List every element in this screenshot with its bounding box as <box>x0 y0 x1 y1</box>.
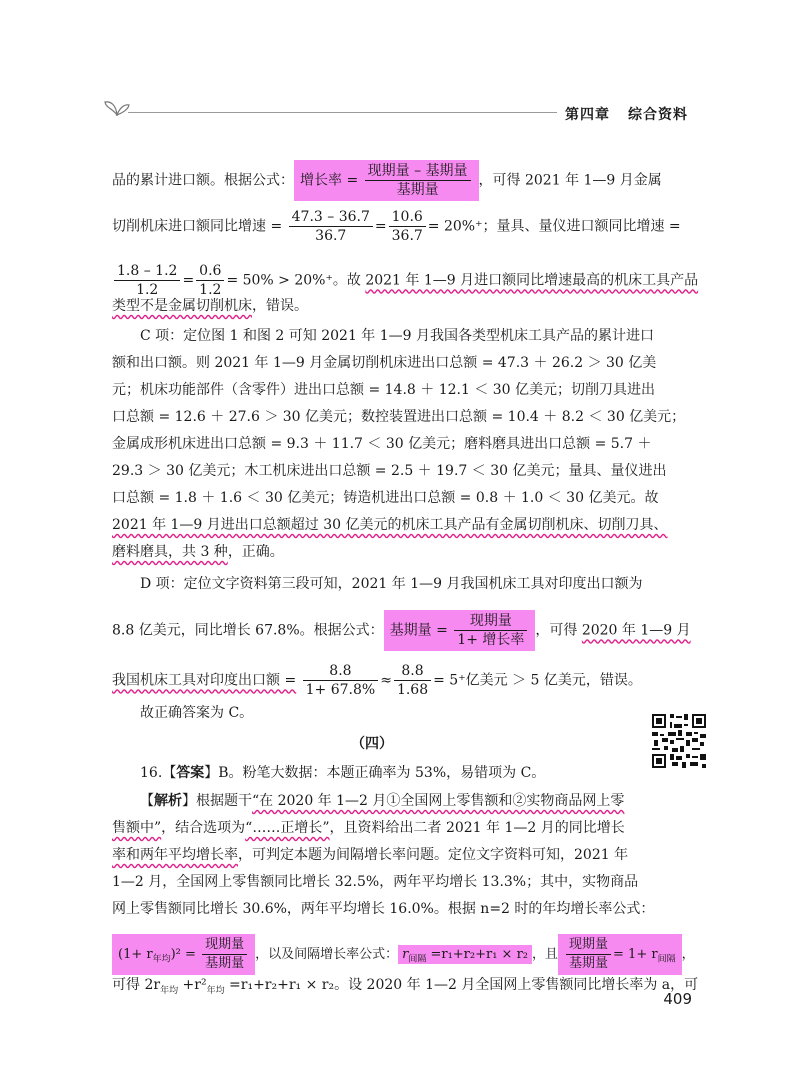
conclusion: 故正确答案为 C。 <box>140 705 254 721</box>
text: 年均 <box>206 985 225 996</box>
text: ，可得 <box>535 622 578 639</box>
text: = <box>374 218 387 235</box>
para-line: 金属成形机床进出口总额 = 9.3 ＋ 11.7 ＜ 30 亿美元；磨料磨具进出口总额 = 5.7 ＋ <box>112 436 652 452</box>
frac-num: 8.8 <box>303 662 379 681</box>
text: ，可判定本题为间隔增长率问题。定位文字资料可知，2021 年 <box>238 847 629 863</box>
text: = 5⁺亿美元 ＞ 5 亿美元，错误。 <box>433 672 642 689</box>
text: 品的累计进口额。根据公式： <box>112 172 294 189</box>
analysis-label: 解析 <box>154 793 182 809</box>
text: ， <box>681 947 695 962</box>
para-line: 额和出口额。则 2021 年 1—9 月金属切削机床进出口总额 = 47.3 ＋ 26.2 ＞ 30 亿美 <box>112 355 657 371</box>
text: 】根据题干 <box>182 793 252 809</box>
para-line <box>112 845 632 865</box>
text: ，正确。 <box>227 544 284 560</box>
frac-num: 1.8 – 1.2 <box>114 262 180 281</box>
frac-den: 36.7 <box>391 228 423 244</box>
text: = 50% > 20%⁺。故 <box>226 272 361 289</box>
ratio-formula <box>558 934 682 975</box>
text: ，错误。 <box>252 298 308 314</box>
para-line: D 项：定位文字资料第三段可知，2021 年 1—9 月我国机床工具对印度出口额为 <box>140 576 643 592</box>
formula-label: 增长率 = <box>300 172 359 189</box>
key-phrase: 我国机床工具对印度出口额 = <box>112 672 297 689</box>
text: ，可得 2021 年 1—9 月金属 <box>478 172 662 189</box>
text: 【 <box>140 793 154 809</box>
para-line <box>112 542 632 562</box>
para-line: 网上零售额同比增长 30.6%，两年平均增长 16.0%。根据 n=2 时的年均增长率公式： <box>112 901 655 917</box>
frac-den: 1+ 增长率 <box>457 632 525 648</box>
growth-rate-formula <box>294 160 479 201</box>
para-line <box>112 934 695 975</box>
text: 间隔 <box>657 954 676 965</box>
text: (1+ r <box>118 947 153 962</box>
frac-num: 现期量 – 基期量 <box>365 162 471 181</box>
qr-code-icon[interactable] <box>650 712 708 770</box>
frac-num: 现期量 <box>202 936 247 955</box>
key-phrase: 类型不是金属切削机床 <box>112 298 252 314</box>
para-line: 1—2 月，全国网上零售额同比增长 32.5%，两年平均增长 13.3%；其中，实物商品 <box>112 874 639 890</box>
key-phrase: 2021 年 1—9 月进出口总额超过 30 亿美元的机床工具产品有金属切削机床、切削刀具、 <box>112 517 668 533</box>
frac-num: 现期量 <box>454 612 527 631</box>
text: 年均 <box>160 985 179 996</box>
text: = <box>182 272 195 289</box>
text: ，且资料给出二者 2021 年 1—2 月的同比增长 <box>329 820 625 836</box>
answer-label: 答案 <box>176 765 205 781</box>
para-line <box>112 791 660 811</box>
key-phrase: 磨料磨具，共 3 种 <box>112 544 228 560</box>
text: ≈ <box>380 672 392 689</box>
key-phrase: 2020 年 1—9 月 <box>581 622 691 639</box>
frac-den: 基期量 <box>396 182 439 198</box>
para-line: 元；机床功能部件（含零件）进出口总额 = 14.8 ＋ 12.1 ＜ 30 亿美元；切削刀具进出 <box>112 382 656 398</box>
text: 间隔 <box>408 954 427 965</box>
key-phrase: 售额中” <box>112 820 162 836</box>
para-line <box>112 160 662 201</box>
para-line <box>112 296 632 316</box>
question-16 <box>112 763 660 783</box>
frac-den: 1.2 <box>136 282 159 298</box>
text: = 20%⁺；量具、量仪进口额同比增速 = <box>427 218 681 235</box>
text: 年均 <box>152 954 171 965</box>
frac-den: 1.2 <box>199 282 222 298</box>
chapter-title: 综合资料 <box>628 107 688 123</box>
formula-label: 基期量 = <box>389 622 448 639</box>
base-period-formula <box>384 610 536 651</box>
frac-den: 基期量 <box>569 956 609 971</box>
key-phrase: 2021 年 1—9 月进口额同比增速最高的机床工具产品 <box>365 272 699 289</box>
text: 8.8 亿美元，同比增长 67.8%。根据公式： <box>112 622 384 639</box>
text: 】B。粉笔大数据：本题正确率为 53%，易错项为 C。 <box>204 765 546 781</box>
text: +r² <box>178 977 207 993</box>
text: ，结合选项为 <box>161 820 246 836</box>
interval-growth-formula <box>398 945 532 964</box>
frac-den: 1+ 67.8% <box>305 682 376 698</box>
text: =r₁+r₂+r₁ × r₂ <box>426 947 528 962</box>
frac-den: 36.7 <box>315 228 347 244</box>
para-line <box>112 610 691 651</box>
frac-den: 1.68 <box>396 682 429 698</box>
para-line: 口总额 = 12.6 ＋ 27.6 ＞ 30 亿美元；数控装置进出口总额 = 10.4 ＋ 8.2 ＜ 30 亿美元； <box>112 409 686 425</box>
para-line: 29.3 ＞ 30 亿美元；木工机床进出口总额 = 2.5 ＋ 19.7 ＜ 30 亿美元；量具、量仪进出 <box>112 463 667 479</box>
text: ，以及间隔增长率公式： <box>255 947 399 962</box>
chapter-number: 第四章 <box>565 107 610 123</box>
para-line <box>112 262 699 299</box>
text: =r₁+r₂+r₁ × r₂。设 2020 年 1—2 月全国网上零售额同比增长率为 a，可 <box>224 977 699 993</box>
annual-growth-formula <box>112 934 255 975</box>
chapter-header <box>557 104 688 124</box>
frac-num: 现期量 <box>566 936 611 955</box>
para-line: 口总额 = 1.8 ＋ 1.6 ＜ 30 亿美元；铸造机进出口总额 = 0.8 ＋ 1.0 ＜ 30 亿美元。故 <box>112 490 659 506</box>
page-number: 409 <box>663 990 692 1008</box>
key-phrase: “……正增长” <box>245 820 330 836</box>
text: 可得 2r <box>112 977 161 993</box>
text: 16.【 <box>140 765 177 781</box>
text: = 1+ r <box>613 947 658 962</box>
section-title: （四） <box>351 736 393 752</box>
text: r <box>402 947 409 962</box>
leaf-icon <box>104 98 130 116</box>
key-phrase: “在 2020 年 1—2 月①全国网上零售额和②实物商品网上零 <box>252 793 625 809</box>
frac-num: 0.6 <box>196 262 224 281</box>
text: 切削机床进口额同比增速 = <box>112 218 283 235</box>
frac-num: 10.6 <box>389 208 426 227</box>
key-phrase: 率和两年平均增长率 <box>112 847 238 863</box>
frac-num: 47.3 – 36.7 <box>289 208 373 227</box>
frac-den: 基期量 <box>205 956 245 971</box>
para-line <box>112 662 642 699</box>
para-line <box>112 208 681 245</box>
text: )² = <box>170 947 196 962</box>
para-line: C 项：定位图 1 和图 2 可知 2021 年 1—9 月我国各类型机床工具产品的累计进口 <box>140 328 655 344</box>
text: ，且 <box>532 947 559 962</box>
frac-num: 8.8 <box>394 662 431 681</box>
para-line <box>112 818 632 838</box>
